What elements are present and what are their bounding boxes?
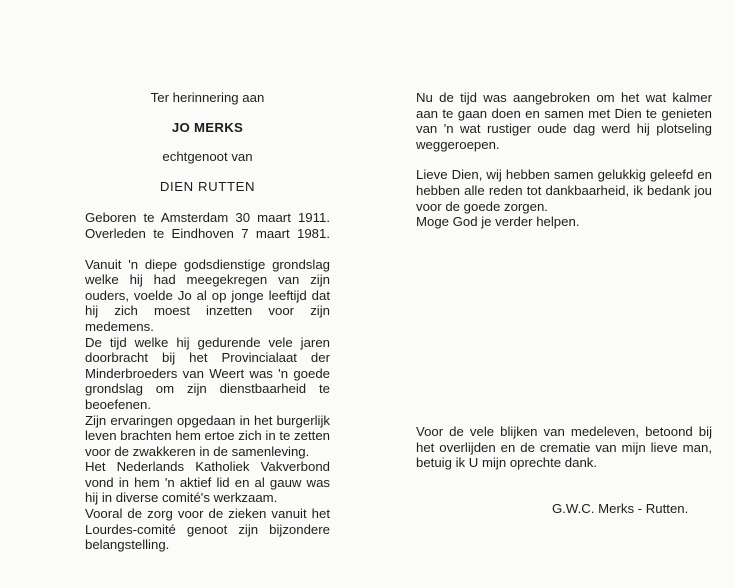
left-column xyxy=(85,90,330,553)
spouse-name: DIEN RUTTEN xyxy=(159,178,256,194)
birth-line: Geboren te Amsterdam 30 maart 1911. xyxy=(85,210,330,226)
biography-paragraph: Het Nederlands Katholiek Vakverbond vond in hem 'n aktief lid en al gauw was hij in diverse comité's werkzaam. xyxy=(85,459,330,506)
biography-paragraph: Vooral de zorg voor de zieken vanuit het Lourdes-comité genoot zijn bijzondere belangstelling. xyxy=(85,506,330,553)
biography-paragraph: De tijd welke hij gedurende vele jaren doorbracht bij het Provincialaat der Minderbroeders van Weert was 'n goede grondslag om zijn dienstbaarheid te beoefenen. xyxy=(85,334,330,412)
intro-text: Ter herinnering aan xyxy=(150,90,265,105)
life-dates xyxy=(85,210,330,241)
biography-paragraph: Zijn ervaringen opgedaan in het burgerlijk leven brachten hem ertoe zich in te zetten voor de zwakkeren in de samenleving. xyxy=(85,412,330,459)
right-column xyxy=(416,90,712,230)
signature: G.W.C. Merks - Rutten. xyxy=(552,501,689,516)
farewell-paragraph: Lieve Dien, wij hebben samen gelukkig geleefd en hebben alle reden tot dankbaarheid, ik bedank jou voor de goede zorgen. xyxy=(416,167,712,214)
thanks-paragraph: Voor de vele blijken van medeleven, betoond bij het overlijden en de crematie van mijn lieve man, betuig ik U mijn oprechte dank. xyxy=(416,424,712,471)
closing-paragraph: Nu de tijd was aangebroken om het wat kalmer aan te gaan doen en samen met Dien te genieten van 'n wat rustiger oude dag werd hij plotseling weggeroepen. xyxy=(416,90,712,152)
death-line: Overleden te Eindhoven 7 maart 1981. xyxy=(85,225,330,241)
relation-text: echtgenoot van xyxy=(162,149,253,165)
biography-paragraph: Vanuit 'n diepe godsdienstige grondslag welke hij had meegekregen van zijn ouders, voelde Jo al op jonge leeftijd dat hij zich moest inzetten voor zijn medemens. xyxy=(85,256,330,334)
deceased-name: JO MERKS xyxy=(171,119,244,135)
blessing-line: Moge God je verder helpen. xyxy=(416,214,580,230)
